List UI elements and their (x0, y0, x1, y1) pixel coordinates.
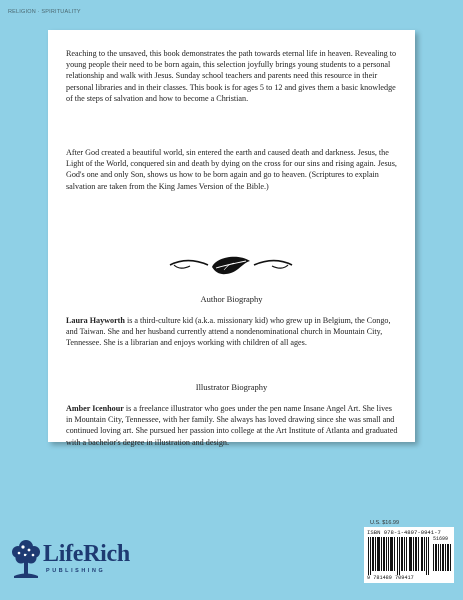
author-biography-text: is a third-culture kid (a.k.a. missionary kid) who grew up in Belgium, the Congo, and Taiwan. She and her husband currently attend a nondenominational church in Mountain City, Tennessee. She is a librarian and enjoys working with children of all ages. (66, 316, 391, 348)
isbn-label: ISBN 978-1-4897-0941-7 (367, 529, 441, 536)
barcode-box (364, 527, 454, 583)
author-name: Laura Hayworth (66, 316, 125, 325)
leaf-ornament-icon (168, 253, 294, 277)
price-barcode-icon (433, 544, 451, 571)
publisher-logo (10, 538, 170, 580)
description-paragraph-2: After God created a beautiful world, sin entered the earth and caused death and darkness. Jesus, the Light of the World, conquered sin and death by dying on the cross for our sins and rising again. Jesus, God's one and only Son, shows us how to be born again and go to heaven. (Scriptures to explain salvation are taken from the King James Version of the Bible.) (66, 148, 397, 191)
barcode-digits: 9 781489 709417 (367, 575, 414, 581)
barcode-icon (368, 537, 432, 575)
illustrator-biography-heading: Illustrator Biography (195, 382, 268, 392)
tree-logo-icon (10, 538, 42, 578)
price-code: 51699 (433, 536, 449, 542)
illustrator-biography-text: is a freelance illustrator who goes under the pen name Insane Angel Art. She lives in Mountain City, Tennessee, with her family. She always has loved drawing since she was small and continued loving art. She pursued her passion into college at the Art Institute of Atlanta and graduated with a bachelor's degree in illustration and design. (66, 404, 398, 447)
description-panel (48, 30, 415, 447)
illustrator-biography (66, 403, 398, 448)
category-label: RELIGION · SPIRITUALITY (8, 9, 81, 15)
author-biography (66, 315, 398, 349)
price-label: U.S. $16.99 (370, 520, 400, 526)
publisher-tagline: PUBLISHING (46, 568, 106, 574)
author-biography-heading: Author Biography (200, 294, 263, 304)
illustrator-name: Amber Icenhour (66, 404, 124, 413)
publisher-name: LifeRich (43, 541, 130, 567)
description-paragraph-1: Reaching to the unsaved, this book demonstrates the path towards eternal life in heaven. Revealing to young people their need to be born again, this selection joyfully brings young students to a personal relationship and walk with Jesus. Sunday school teachers and parents need this resource in their personal libraries and in their classes. This book is for ages 5 to 12 and gives them a basic knowledge of the steps of salvation and how to become a Christian. (66, 49, 397, 103)
